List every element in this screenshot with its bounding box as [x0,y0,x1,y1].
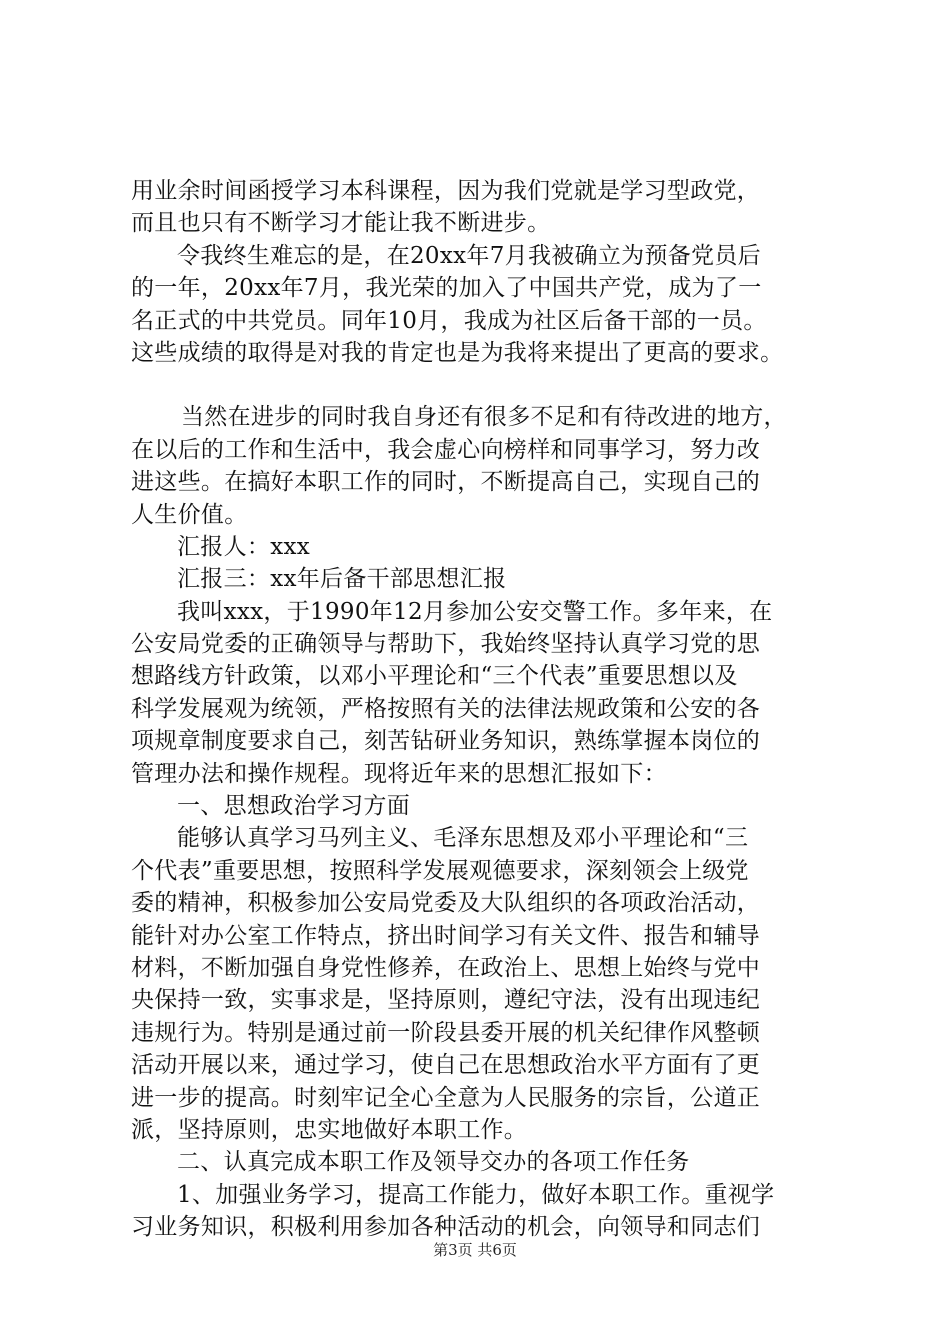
text-line: 人生价值。 [131,501,248,528]
text-line: 进一步的提高。时刻牢记全心全意为人民服务的宗旨，公道正 [131,1084,761,1111]
text-line: 派，坚持原则，忠实地做好本职工作。 [131,1116,528,1143]
text-line: 的一年，20xx年7月，我光荣的加入了中国共产党，成为了一 [131,275,762,302]
text-line: 委的精神，积极参加公安局党委及大队组织的各项政治活动， [131,890,761,917]
reporter-line: 汇报人：xxx [177,533,311,560]
paragraph-start: 当然在进步的同时我自身还有很多不足和有待改进的地方， [181,404,787,431]
text-line: 材料，不断加强自身党性修养，在政治上、思想上始终与党中 [131,954,761,981]
paragraph-start: 1、加强业务学习，提高工作能力，做好本职工作。重视学 [177,1181,775,1208]
text-line: 央保持一致，实事求是，坚持原则，遵纪守法，没有出现违纪 [131,987,761,1014]
paragraph-start: 令我终生难忘的是，在20xx年7月我被确立为预备党员后 [177,242,761,269]
text-line: 这些成绩的取得是对我的肯定也是为我将来提出了更高的要求。 [131,339,784,366]
text-line: 科学发展观为统领，严格按照有关的法律法规政策和公安的各 [131,695,761,722]
text-line: 项规章制度要求自己，刻苦钻研业务知识，熟练掌握本岗位的 [131,728,761,755]
text-line: 违规行为。特别是通过前一阶段县委开展的机关纪律作风整顿 [131,1019,761,1046]
text-line: 在以后的工作和生活中，我会虚心向榜样和同事学习，努力改 [131,436,761,463]
text-line: 名正式的中共党员。同年10月，我成为社区后备干部的一员。 [131,307,767,334]
section-heading: 二、认真完成本职工作及领导交办的各项工作任务 [177,1149,690,1176]
text-line: 而且也只有不断学习才能让我不断进步。 [131,210,551,237]
text-line: 用业余时间函授学习本科课程，因为我们党就是学习型政党， [131,178,761,204]
section-title: 汇报三：xx年后备干部思想汇报 [177,566,507,593]
text-line: 习业务知识，积极利用参加各种活动的机会，向领导和同志们 [131,1214,761,1241]
text-line: 管理办法和操作规程。现将近年来的思想汇报如下： [131,760,667,787]
paragraph-start: 我叫xxx，于1990年12月参加公安交警工作。多年来，在 [177,598,773,625]
text-line: 想路线方针政策，以邓小平理论和“三个代表”重要思想以及 [131,663,738,690]
page-number-footer: 第3页 共6页 [433,1241,517,1259]
paragraph-start: 能够认真学习马列主义、毛泽东思想及邓小平理论和“三 [177,825,749,852]
text-line: 能针对办公室工作特点，挤出时间学习有关文件、报告和辅导 [131,922,761,949]
text-line: 活动开展以来，通过学习，使自己在思想政治水平方面有了更 [131,1052,761,1079]
text-line: 进这些。在搞好本职工作的同时，不断提高自己，实现自己的 [131,469,761,496]
text-line: 公安局党委的正确领导与帮助下，我始终坚持认真学习党的思 [131,631,761,658]
paragraph-gap [131,369,831,401]
text-line: 个代表”重要思想，按照科学发展观德要求，深刻领会上级党 [131,857,749,884]
document-body [131,175,831,1244]
section-heading: 一、思想政治学习方面 [177,793,410,820]
